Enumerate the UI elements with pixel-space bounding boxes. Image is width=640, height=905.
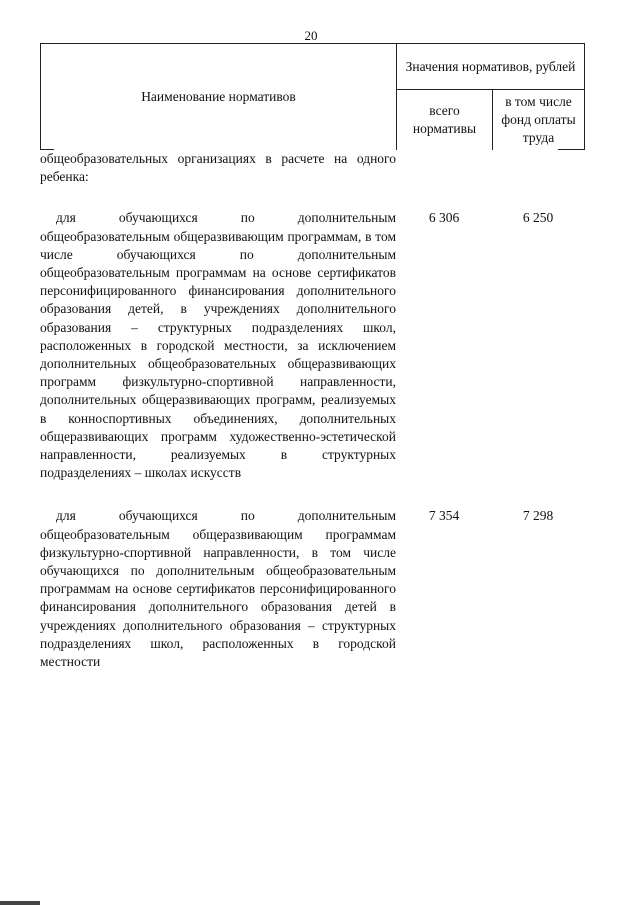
- row-wage-fund-value: 7 298: [522, 508, 554, 524]
- row-description: для обучающихся по дополнительным общеобразовательным общеразвивающим программам физкультурно-спортивной направленности, в том числе обучающихся по дополнительным общеобразовательным программам на основе сертификатов персонифицированного финансирования дополнительного образования детей в учреждениях дополнительного образования – структурных подразделениях школ, расположенных в городской местности: [40, 508, 396, 670]
- table-row: [40, 150, 584, 186]
- table-row: [40, 507, 584, 671]
- header-total-cell: [397, 90, 493, 150]
- header-wage-fund: в том числе фонд оплаты труда: [501, 93, 576, 145]
- row-description: общеобразовательных организациях в расчете на одного ребенка:: [40, 151, 396, 185]
- table-body: [40, 150, 584, 671]
- table-header: [40, 43, 585, 150]
- scan-edge-mark: [0, 901, 40, 905]
- header-total: всего нормативы: [412, 102, 477, 136]
- header-name-cell: [41, 44, 397, 150]
- table-row: [40, 209, 584, 482]
- row-description: для обучающихся по дополнительным общеобразовательным общеразвивающим программам, в том числе обучающихся по дополнительным общеобразовательным программам на основе сертификатов персонифицированного финансирования дополнительного образования детей, в учреждениях дополнительного образования – структурных подразделениях школ, расположенных в городской местности, за исключением дополнительных общеобразовательных общеразвивающих программ физкультурно-спортивной направленности, дополнительных общеразвивающих программ, реализуемых в конноспортивных объединениях, дополнительных общеразвивающих программ художественно-эстетической направленности, реализуемых в структурных подразделениях – школах искусств: [40, 210, 396, 481]
- header-name: Наименование нормативов: [141, 88, 296, 104]
- row-wage-fund-value: 6 250: [522, 210, 554, 226]
- header-values-group-cell: [397, 44, 585, 90]
- row-total-value: 7 354: [428, 508, 460, 524]
- row-total-value: 6 306: [428, 210, 460, 226]
- page-number: 20: [304, 28, 318, 43]
- header-values-group: Значения нормативов, рублей: [405, 58, 576, 74]
- header-wage-fund-cell: [493, 90, 585, 150]
